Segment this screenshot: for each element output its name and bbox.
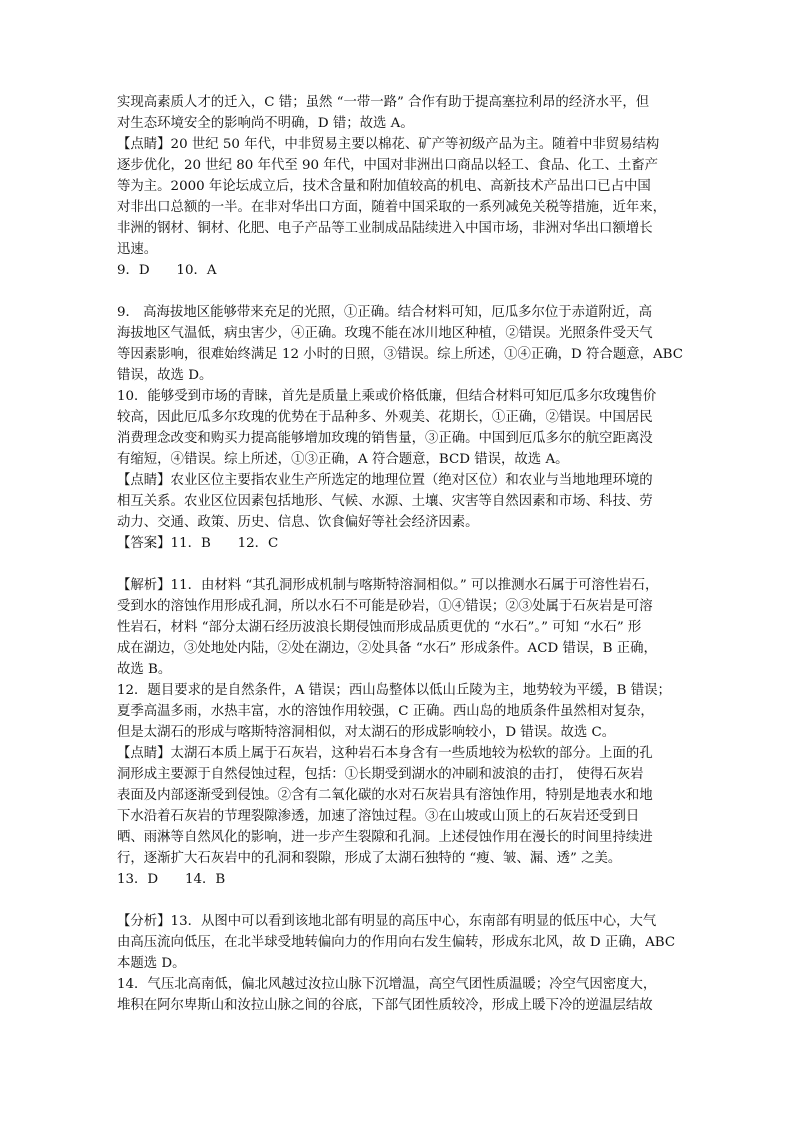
text-line: 晒、雨淋等自然风化的影响，进一步产生裂隙和孔洞。上述侵蚀作用在漫长的时间里持续进 bbox=[117, 830, 653, 845]
text-line: 较高，因此厄瓜多尔玫瑰的优势在于品种多、外观美、花期长，①正确，②错误。中国居民 bbox=[117, 410, 653, 425]
text-line: 10．能够受到市场的青睐，首先是质量上乘或价格低廉，但结合材料可知厄瓜多尔玫瑰售价 bbox=[117, 389, 657, 404]
text-line: 12．题目要求的是自然条件，A 错误；西山岛整体以低山丘陵为主，地势较为平缓，B 错误； bbox=[117, 683, 671, 698]
text-line: 受到水的溶蚀作用形成孔洞，所以水石不可能是砂岩，①④错误；②③处属于石灰岩是可溶 bbox=[117, 599, 653, 614]
text-line: 动力、交通、政策、历史、信息、饮食偏好等社会经济因素。 bbox=[117, 515, 479, 530]
text-line: 相互关系。农业区位因素包括地形、气候、水源、土壤、灾害等自然因素和市场、科技、劳 bbox=[117, 494, 653, 509]
text-line: 14．气压北高南低，偏北风越过汝拉山脉下沉增温，高空气团性质温暖；冷空气因密度大， bbox=[117, 977, 657, 992]
text-line: 非洲的钢材、铜材、化肥、电子产品等工业制成品陆续进入中国市场，非洲对华出口额增长 bbox=[117, 221, 653, 236]
text-line: 实现高素质人才的迁入，C 错；虽然 “一带一路” 合作有助于提高塞拉利昂的经济水平，但 bbox=[117, 95, 650, 110]
text-line: 消费理念改变和购买力提高能够增加玫瑰的销售量，③正确。中国到厄瓜多尔的航空距离没 bbox=[117, 431, 653, 446]
text-line: 堆积在阿尔卑斯山和汝拉山脉之间的谷底，下部气团性质较冷，形成上暖下冷的逆温层结故 bbox=[117, 998, 653, 1013]
tip-paragraph bbox=[117, 743, 677, 869]
paragraph bbox=[117, 302, 683, 386]
analysis-paragraph bbox=[117, 911, 677, 974]
text-line: 对生态环境安全的影响尚不明确，D 错；故选 A。 bbox=[117, 116, 414, 131]
blank-line bbox=[117, 554, 677, 575]
text-line: 【解析】11．由材料 “其孔洞形成机制与喀斯特溶洞相似。” 可以推测水石属于可溶性岩石， bbox=[117, 578, 659, 593]
paragraph bbox=[117, 680, 677, 743]
text-line: 【点睛】农业区位主要指农业生产所选定的地理位置（绝对区位）和农业与当地地理环境的 bbox=[117, 473, 653, 488]
analysis-paragraph bbox=[117, 575, 677, 680]
text-line: 有缩短，④错误。综上所述，①③正确，A 符合题意，BCD 错误，故选 A。 bbox=[117, 452, 569, 467]
text-line: 但是太湖石的形成与喀斯特溶洞相似，对太湖石的形成影响较小，D 错误。故选 C。 bbox=[117, 725, 616, 740]
text-line: 夏季高温多雨，水热丰富，水的溶蚀作用较强，C 正确。西山岛的地质条件虽然相对复杂， bbox=[117, 704, 654, 719]
blank-line bbox=[117, 281, 677, 302]
blank-line bbox=[117, 890, 677, 911]
text-line: 故选 B。 bbox=[117, 662, 172, 677]
text-line: 本题选 D。 bbox=[117, 956, 186, 971]
tip-paragraph bbox=[117, 134, 677, 260]
text-line: 迅速。 bbox=[117, 242, 158, 257]
paragraph bbox=[117, 974, 677, 1016]
text-line: 9． 高海拔地区能够带来充足的光照，①正确。结合材料可知，厄瓜多尔位于赤道附近，高 bbox=[117, 305, 653, 320]
text-line: 由高压流向低压，在北半球受地转偏向力的作用向右发生偏转，形成东北风，故 D 正确，ABC bbox=[117, 935, 676, 950]
text-line: 洞形成主要源于自然侵蚀过程，包括：①长期受到湖水的冲刷和波浪的击打， 使得石灰岩 bbox=[117, 767, 644, 782]
text-line: 等为主。2000 年论坛成立后，技术含量和附加值较高的机电、高新技术产品出口已占中国 bbox=[117, 179, 651, 194]
text-line: 【点睛】太湖石本质上属于石灰岩，这种岩石本身含有一些质地较为松软的部分。上面的孔 bbox=[117, 746, 653, 761]
text-line: 错误，故选 D。 bbox=[117, 368, 213, 383]
text-line: 海拔地区气温低，病虫害少，④正确。玫瑰不能在冰川地区种植，②错误。光照条件受天气 bbox=[117, 326, 653, 341]
text-line: 【答案】11．B 12．C bbox=[117, 536, 279, 551]
text-line: 下水沿着石灰岩的节理裂隙渗透，加速了溶蚀过程。③在山坡或山顶上的石灰岩还受到日 bbox=[117, 809, 640, 824]
text-line: 13．D 14．B bbox=[117, 872, 226, 887]
text-line: 表面及内部逐渐受到侵蚀。②含有二氧化碳的水对石灰岩具有溶蚀作用，特别是地表水和地 bbox=[117, 788, 653, 803]
tip-paragraph bbox=[117, 470, 677, 533]
text-line: 行，逐渐扩大石灰岩中的孔洞和裂隙，形成了太湖石独特的 “瘦、皱、漏、透” 之美。 bbox=[117, 851, 622, 866]
answer-line bbox=[117, 260, 677, 281]
text-line: 9．D 10．A bbox=[117, 263, 217, 278]
text-line: 【点睛】20 世纪 50 年代，中非贸易主要以棉花、矿产等初级产品为主。随着中非贸易结构 bbox=[117, 137, 660, 152]
text-line: 成在湖边，③处地处内陆，②处在湖边，②处具备 “水石” 形成条件。ACD 错误，B 正确， bbox=[117, 641, 657, 656]
text-line: 对非出口总额的一半。在非对华出口方面，随着中国采取的一系列减免关税等措施，近年来， bbox=[117, 200, 667, 215]
document-page bbox=[117, 92, 683, 1016]
answer-line bbox=[117, 533, 677, 554]
text-line: 性岩石，材料 “部分太湖石经历波浪长期侵蚀而形成品质更优的 “水石”。” 可知 “水石” 形 bbox=[117, 620, 642, 635]
text-line: 逐步优化，20 世纪 80 年代至 90 年代，中国对非洲出口商品以轻工、食品、化工、土畜产 bbox=[117, 158, 659, 173]
text-line: 等因素影响，很难始终满足 12 小时的日照，③错误。综上所述，①④正确，D 符合题意，ABC bbox=[117, 347, 683, 362]
text-line: 【分析】13．从图中可以看到该地北部有明显的高压中心，东南部有明显的低压中心，大气 bbox=[117, 914, 657, 929]
paragraph bbox=[117, 386, 677, 470]
paragraph bbox=[117, 92, 677, 134]
answer-line bbox=[117, 869, 677, 890]
